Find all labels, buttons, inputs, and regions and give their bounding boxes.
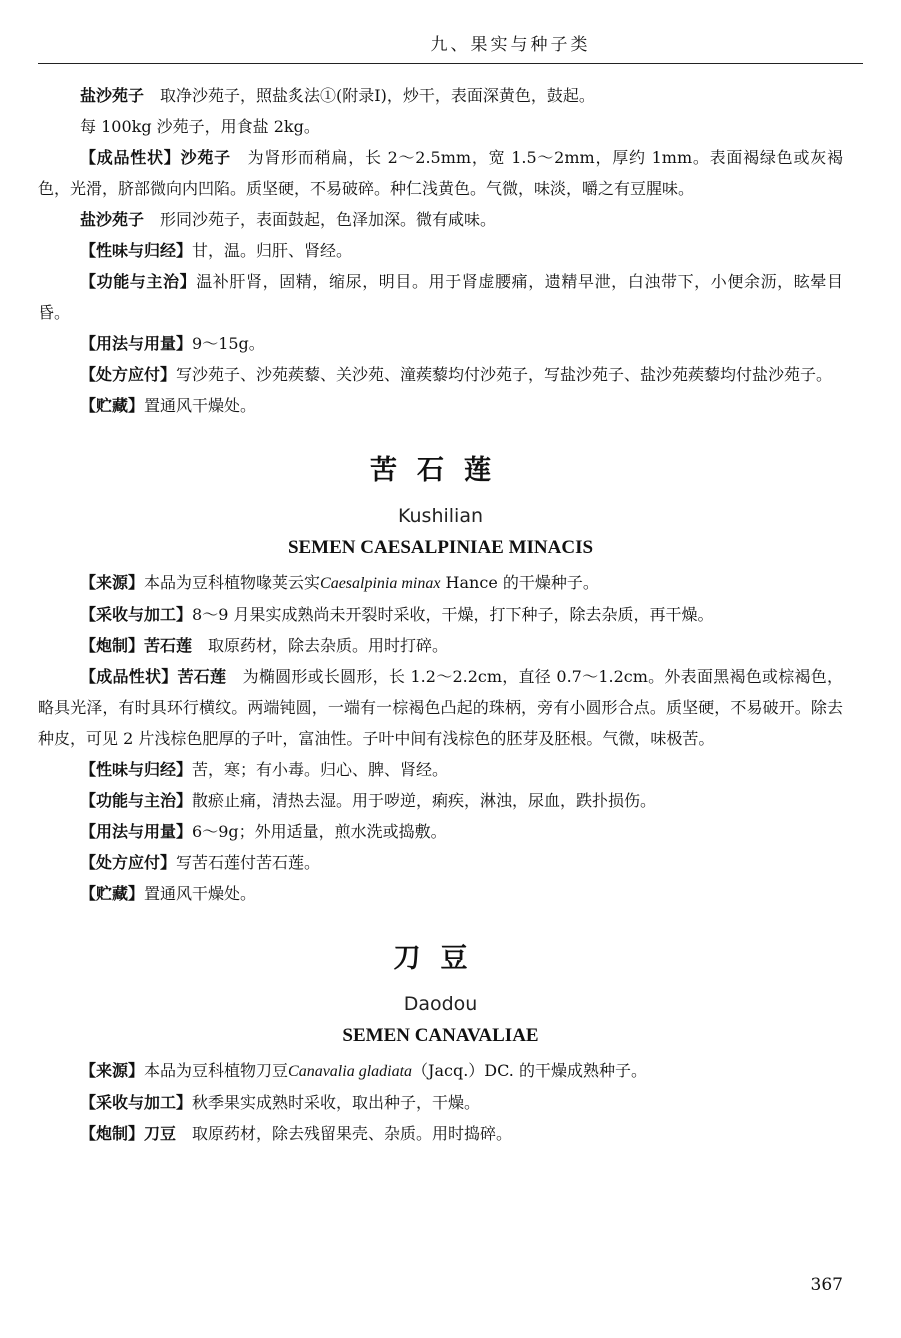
paragraph-nature [38, 235, 843, 266]
section-tag: 【性味与归经】 [80, 241, 193, 260]
term-label: 盐沙苑子 [80, 210, 145, 229]
paragraph-text: 甘，温。归肝、肾经。 [192, 241, 353, 260]
entry-latin-name: SEMEN CANAVALIAE [342, 1025, 539, 1046]
paragraph-source [38, 567, 843, 599]
paragraph-harvest [38, 599, 843, 630]
paragraph-text: 温补肝肾，固精，缩尿，明目。用于肾虚腰痛，遗精早泄，白浊带下，小便余沥，眩晕目昏。 [38, 272, 843, 322]
paragraph-text: 形同沙苑子，表面鼓起，色泽加深。微有咸味。 [160, 210, 497, 229]
paragraph-text: 取净沙苑子，照盐炙法①(附录Ⅰ)，炒干，表面深黄色，鼓起。 [160, 86, 595, 105]
paragraph-text: 8～9 月果实成熟尚未开裂时采收，干燥，打下种子，除去杂质，再干燥。 [192, 605, 714, 624]
section-tag: 【功能与主治】 [80, 272, 197, 291]
paragraph-text: 置通风干燥处。 [144, 884, 257, 903]
term-label: 沙苑子 [180, 148, 231, 167]
paragraph-storage [38, 390, 843, 421]
entry-latin-name: SEMEN CAESALPINIAE MINACIS [287, 537, 594, 558]
paragraph-text: 写沙苑子、沙苑蒺藜、关沙苑、潼蒺藜均付沙苑子，写盐沙苑子、盐沙苑蒺藜均付盐沙苑子。 [176, 365, 833, 384]
section-tag: 【成品性状】 [80, 667, 178, 686]
paragraph-dosage [38, 816, 843, 847]
paragraph-text: 为肾形而稍扁，长 2～2.5mm，宽 1.5～2mm，厚约 1mm。表面褐绿色或灰褐色，光滑，脐部微向内凹陷。质坚硬，不易破碎。种仁浅黄色。气微，味淡，嚼之有豆腥味。 [38, 148, 843, 198]
paragraph-text: 散瘀止痛，清热去湿。用于哕逆，痢疾，淋浊，尿血，跌扑损伤。 [192, 791, 657, 810]
paragraph-product-traits [38, 661, 843, 754]
section-tag: 【性味与归经】 [80, 760, 193, 779]
section-tag: 【贮藏】 [80, 396, 145, 415]
paragraph-text: 6～9g；外用适量，煎水洗或捣敷。 [192, 822, 447, 841]
term-label: 盐沙苑子 [80, 86, 145, 105]
entry-pinyin: Kushilian [397, 505, 484, 527]
section-tag: 【处方应付】 [80, 853, 177, 872]
paragraph-function [38, 785, 843, 816]
paragraph-text: 本品为豆科植物喙荚云实 [144, 573, 321, 592]
paragraph-text: 取原药材，除去杂质。用时打碎。 [208, 636, 449, 655]
paragraph-dosage [38, 328, 843, 359]
paragraph-salt-ratio: 每 100kg 沙苑子，用食盐 2kg。 [80, 117, 320, 136]
paragraph-text: 秋季果实成熟时采收，取出种子，干燥。 [192, 1093, 481, 1112]
section-tag: 【功能与主治】 [80, 791, 193, 810]
paragraph-processing [38, 630, 843, 661]
paragraph-text: （Jacq.）DC. 的干燥成熟种子。 [412, 1061, 647, 1080]
term-label: 苦石莲 [177, 667, 227, 686]
section-tag: 【成品性状】 [80, 148, 181, 167]
paragraph-text: 置通风干燥处。 [144, 396, 257, 415]
paragraph-harvest [38, 1087, 843, 1118]
paragraph-text: 9～15g。 [192, 334, 265, 353]
page-number: 367 [810, 1275, 843, 1295]
section-tag: 【来源】 [80, 573, 145, 592]
section-tag: 【处方应付】 [80, 365, 177, 384]
paragraph-text: 苦，寒；有小毒。归心、脾、肾经。 [192, 760, 449, 779]
paragraph-processing [38, 1118, 843, 1149]
species-name: Canavalia gladiata [288, 1063, 413, 1080]
section-tag: 【来源】 [80, 1061, 145, 1080]
entry-title: 刀豆 [393, 943, 488, 974]
section-tag: 【炮制】 [80, 636, 145, 655]
paragraph-salt-processing [38, 80, 843, 111]
paragraph-text: 写苦石莲付苦石莲。 [176, 853, 321, 872]
paragraph-product-traits [38, 142, 843, 204]
term-label: 刀豆 [144, 1124, 177, 1143]
page-body [38, 80, 843, 1149]
section-tag: 【采收与加工】 [80, 1093, 193, 1112]
paragraph-text: 为椭圆形或长圆形，长 1.2～2.2cm，直径 0.7～1.2cm。外表面黑褐色或棕褐色，略具光泽，有时具环行横纹。两端钝圆，一端有一棕褐色凸起的珠柄，旁有小圆形合点。质坚硬，不易破开。除去种皮，可见 2 片浅棕色肥厚的子叶，富油性。子叶中间有浅棕色的胚芽及胚根。气微，味极苦。 [38, 667, 843, 748]
entry-title: 苦石莲 [370, 455, 511, 486]
paragraph-prescription [38, 847, 843, 878]
section-tag: 【用法与用量】 [80, 822, 193, 841]
running-title: 九、果实与种子类 [430, 35, 591, 55]
paragraph-prescription [38, 359, 843, 390]
paragraph-text: Hance 的干燥种子。 [440, 573, 599, 592]
section-tag: 【贮藏】 [80, 884, 145, 903]
section-tag: 【采收与加工】 [80, 605, 193, 624]
entry-pinyin: Daodou [403, 993, 478, 1015]
paragraph-nature [38, 754, 843, 785]
species-name: Caesalpinia minax [320, 575, 441, 592]
header-rule [38, 63, 863, 64]
paragraph-function [38, 266, 843, 328]
paragraph-salt-traits [38, 204, 843, 235]
paragraph-text: 本品为豆科植物刀豆 [144, 1061, 289, 1080]
section-tag: 【用法与用量】 [80, 334, 193, 353]
section-tag: 【炮制】 [80, 1124, 145, 1143]
term-label: 苦石莲 [144, 636, 193, 655]
paragraph-text: 取原药材，除去残留果壳、杂质。用时捣碎。 [192, 1124, 513, 1143]
paragraph-storage [38, 878, 843, 909]
paragraph-source [38, 1055, 843, 1087]
